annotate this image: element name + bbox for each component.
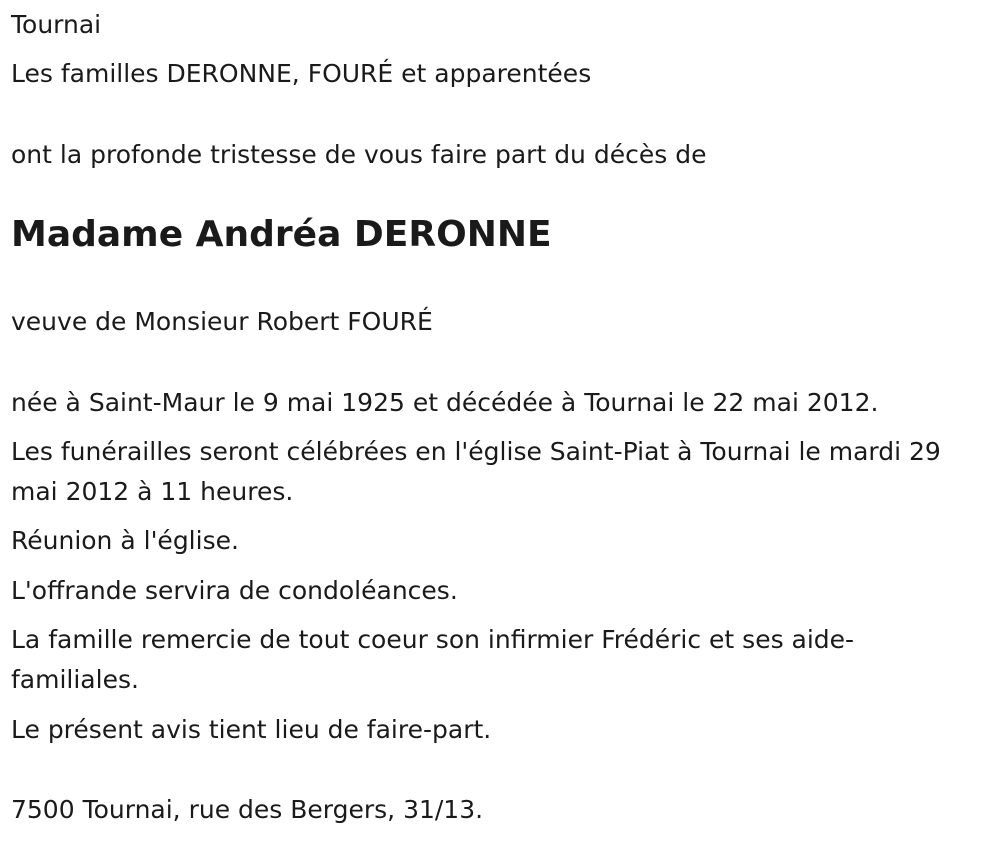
widow-of-line: veuve de Monsieur Robert FOURÉ [11, 307, 433, 336]
meeting-line: Réunion à l'église. [11, 526, 239, 555]
offering-line: L'offrande servira de condoléances. [11, 576, 458, 605]
deceased-name: Madame Andréa DERONNE [11, 214, 552, 255]
thanks-paragraph: La famille remercie de tout coeur son infirmier Frédéric et ses aide-familiales. [11, 625, 855, 694]
birth-death-line: née à Saint-Maur le 9 mai 1925 et décédée à Tournai le 22 mai 2012. [11, 388, 879, 417]
intro-line: ont la profonde tristesse de vous faire part du décès de [11, 140, 707, 169]
families-line: Les familles DERONNE, FOURÉ et apparentées [11, 59, 592, 88]
funeral-paragraph: Les funérailles seront célébrées en l'église Saint-Piat à Tournai le mardi 29 mai 2012 à 11 heures. [11, 437, 941, 506]
address-line: 7500 Tournai, rue des Bergers, 31/13. [11, 795, 484, 824]
notice-statement: Le présent avis tient lieu de faire-part. [11, 715, 492, 744]
city-heading: Tournai [11, 10, 102, 39]
